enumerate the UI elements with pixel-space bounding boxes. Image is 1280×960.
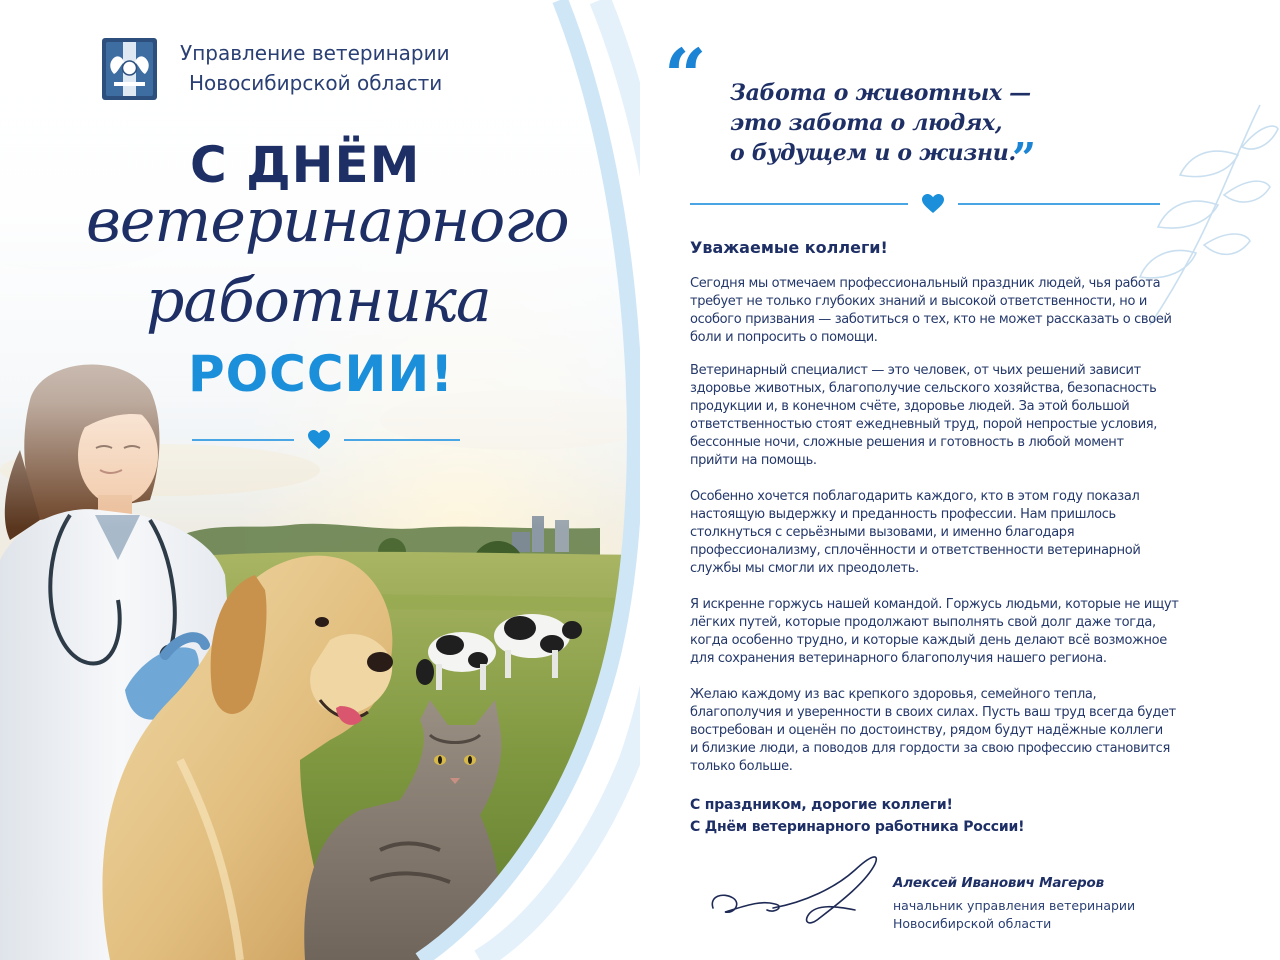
paragraph-line: настоящую выдержку и преданность профессии. Нам пришлось — [690, 507, 1116, 522]
signer-position-line-2: Новосибирской области — [893, 916, 1052, 931]
paragraph-line: когда особенно трудно, и которые каждый день делают всё возможное — [690, 633, 1167, 648]
signer-position-line-1: начальник управления ветеринарии — [893, 898, 1136, 913]
coat-of-arms-icon — [102, 38, 157, 100]
organization-name-line-1: Управление ветеринарии — [180, 41, 450, 65]
signer-name: Алексей Иванович Магеров — [893, 875, 1104, 891]
paragraph-line: столкнуться с серьёзными вызовами, и именно благодаря — [690, 525, 1075, 540]
quote-divider-right — [958, 203, 1160, 205]
letter-paragraph-2 — [690, 362, 1190, 470]
paragraph-line: для сохранения ветеринарного благополучия нашего региона. — [690, 651, 1107, 666]
paragraph-line: продукции и, в конечном счёте, здоровье людей. За этой большой — [690, 399, 1130, 414]
title-line-1: С ДНЁМ — [190, 136, 421, 194]
title-divider-right — [344, 439, 460, 441]
closing-line-2: С Днём ветеринарного работника России! — [690, 819, 1025, 835]
closing-line-1: С праздником, дорогие коллеги! — [690, 797, 953, 813]
title-line-2: ветеринарного — [86, 186, 569, 256]
handwritten-signature — [705, 848, 885, 928]
letter-paragraph-1 — [690, 275, 1190, 347]
letter-paragraph-4 — [690, 596, 1190, 668]
quote-line-2: это забота о людях, — [730, 110, 1003, 136]
paragraph-line: Ветеринарный специалист — это человек, от чьих решений зависит — [690, 363, 1141, 378]
quote-divider-left — [690, 203, 908, 205]
organization-name-line-2: Новосибирской области — [189, 71, 443, 95]
paragraph-line: Сегодня мы отмечаем профессиональный праздник людей, чья работа — [690, 276, 1161, 291]
letter-paragraph-5 — [690, 686, 1190, 776]
quote-close-mark: ” — [1012, 134, 1037, 183]
title-line-4: РОССИИ! — [188, 345, 455, 403]
quote-open-mark: “ — [664, 34, 707, 120]
paragraph-line: профессионализму, сплочённости и ответственности ветеринарной — [690, 543, 1141, 558]
heart-icon — [922, 194, 944, 214]
paragraph-line: востребован и оценён по достоинству, рядом будут надёжные коллеги — [690, 723, 1163, 738]
paragraph-line: Я искренне горжусь нашей командой. Горжусь людьми, которые не ищут — [690, 597, 1179, 612]
title-line-3: работника — [146, 266, 491, 336]
paragraph-line: бессонные ночи, сложные решения и готовность в любой момент — [690, 435, 1124, 450]
quote-line-1: Забота о животных — — [730, 80, 1031, 106]
paragraph-line: требует не только глубоких знаний и высокой ответственности, но и — [690, 294, 1147, 309]
paragraph-line: боли и попросить о помощи. — [690, 330, 878, 345]
paragraph-line: службы мы смогли их преодолеть. — [690, 561, 919, 576]
paragraph-line: особого призвания — заботиться о тех, кто не может рассказать о своей — [690, 312, 1172, 327]
letter-greeting: Уважаемые коллеги! — [690, 238, 888, 257]
paragraph-line: здоровье животных, благополучие сельского хозяйства, безопасность — [690, 381, 1157, 396]
paragraph-line: прийти на помощь. — [690, 453, 817, 468]
paragraph-line: только больше. — [690, 759, 793, 774]
paragraph-line: ответственностью стоят ежедневный труд, порой непростые условия, — [690, 417, 1158, 432]
heart-icon — [308, 430, 330, 450]
paragraph-line: Особенно хочется поблагодарить каждого, кто в этом году показал — [690, 489, 1140, 504]
paragraph-line: благополучия и уверенности в своих силах. Пусть ваш труд всегда будет — [690, 705, 1176, 720]
quote-line-3: о будущем и о жизни. — [730, 140, 1016, 166]
letter-paragraph-3 — [690, 488, 1190, 578]
paragraph-line: и близкие люди, а поводов для гордости за свою профессию становится — [690, 741, 1170, 756]
paragraph-line: Желаю каждому из вас крепкого здоровья, семейного тепла, — [690, 687, 1097, 702]
title-divider-left — [192, 439, 294, 441]
paragraph-line: лёгких путей, которые продолжают выполнять свой долг даже тогда, — [690, 615, 1156, 630]
